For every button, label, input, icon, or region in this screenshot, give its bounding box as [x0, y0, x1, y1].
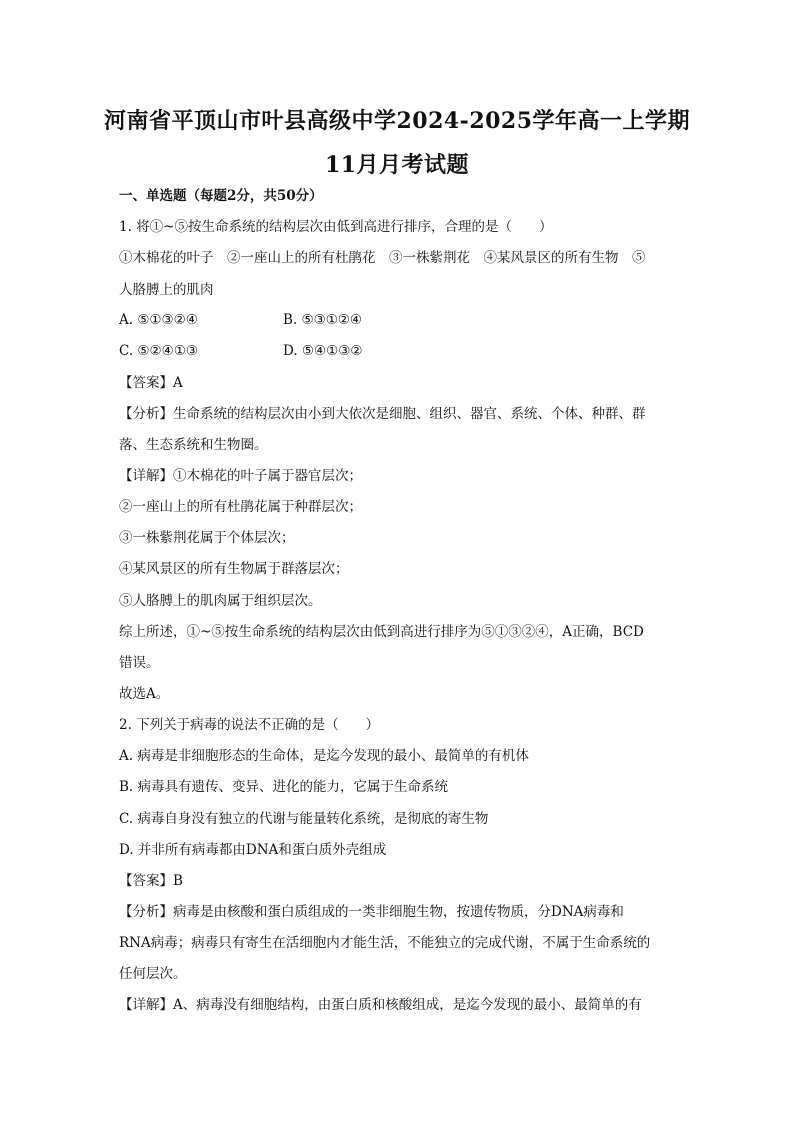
- q1-option-d: D. ⑤④①③②: [283, 343, 363, 359]
- q2-stem: 2. 下列关于病毒的说法不正确的是（ ）: [119, 717, 380, 733]
- q2-analysis-line1: 【分析】病毒是由核酸和蛋白质组成的一类非细胞生物，按遗传物质，分DNA病毒和: [119, 904, 624, 920]
- q1-option-b: B. ⑤③①②④: [283, 312, 363, 328]
- q2-detail-line1: 【详解】A、病毒没有细胞结构，由蛋白质和核酸组成，是迄今发现的最小、最简单的有: [119, 997, 642, 1013]
- document-title-line2: 11月月考试题: [324, 152, 470, 178]
- q1-detail-line5: ⑤人胳膊上的肌肉属于组织层次。: [119, 593, 322, 609]
- q1-analysis-line2: 落、生态系统和生物圈。: [119, 437, 268, 453]
- q1-conclusion: 故选A。: [119, 686, 170, 702]
- q1-analysis-line1: 【分析】生命系统的结构层次由小到大依次是细胞、组织、器官、系统、个体、种群、群: [119, 406, 646, 422]
- q1-stem: 1. 将①~⑤按生命系统的结构层次由低到高进行排序，合理的是（ ）: [119, 219, 553, 235]
- q1-detail-line1: 【详解】①木棉花的叶子属于器官层次；: [119, 468, 362, 484]
- document-title-line1: 河南省平顶山市叶县高级中学2024-2025学年高一上学期: [103, 108, 691, 134]
- q1-items-line2: 人胳膊上的肌肉: [119, 282, 214, 298]
- q1-summary-line1: 综上所述，①~⑤按生命系统的结构层次由低到高进行排序为⑤①③②④，A正确，BCD: [119, 624, 644, 640]
- q2-analysis-line2: RNA病毒；病毒只有寄生在活细胞内才能生活，不能独立的完成代谢，不属于生命系统的: [119, 935, 651, 951]
- q1-detail-line2: ②一座山上的所有杜鹃花属于种群层次；: [119, 499, 362, 515]
- q2-option-a: A. 病毒是非细胞形态的生命体，是迄今发现的最小、最简单的有机体: [119, 748, 529, 764]
- q1-items-line1: ①木棉花的叶子 ②一座山上的所有杜鹃花 ③一株紫荆花 ④某风景区的所有生物 ⑤: [119, 250, 646, 266]
- q1-detail-line3: ③一株紫荆花属于个体层次；: [119, 530, 295, 546]
- q1-option-c: C. ⑤②④①③: [119, 343, 198, 359]
- q1-answer: 【答案】A: [119, 375, 183, 391]
- q1-option-a: A. ⑤①③②④: [119, 312, 198, 328]
- q2-answer: 【答案】B: [119, 873, 183, 889]
- section-heading: 一、单选题（每题2分，共50分）: [119, 188, 323, 204]
- q2-analysis-line3: 任何层次。: [119, 966, 187, 982]
- q2-option-b: B. 病毒具有遗传、变异、进化的能力，它属于生命系统: [119, 779, 449, 795]
- q1-summary-line2: 错误。: [119, 655, 160, 671]
- q2-option-c: C. 病毒自身没有独立的代谢与能量转化系统，是彻底的寄生物: [119, 811, 489, 827]
- q2-option-d: D. 并非所有病毒都由DNA和蛋白质外壳组成: [119, 842, 387, 858]
- q1-detail-line4: ④某风景区的所有生物属于群落层次；: [119, 561, 349, 577]
